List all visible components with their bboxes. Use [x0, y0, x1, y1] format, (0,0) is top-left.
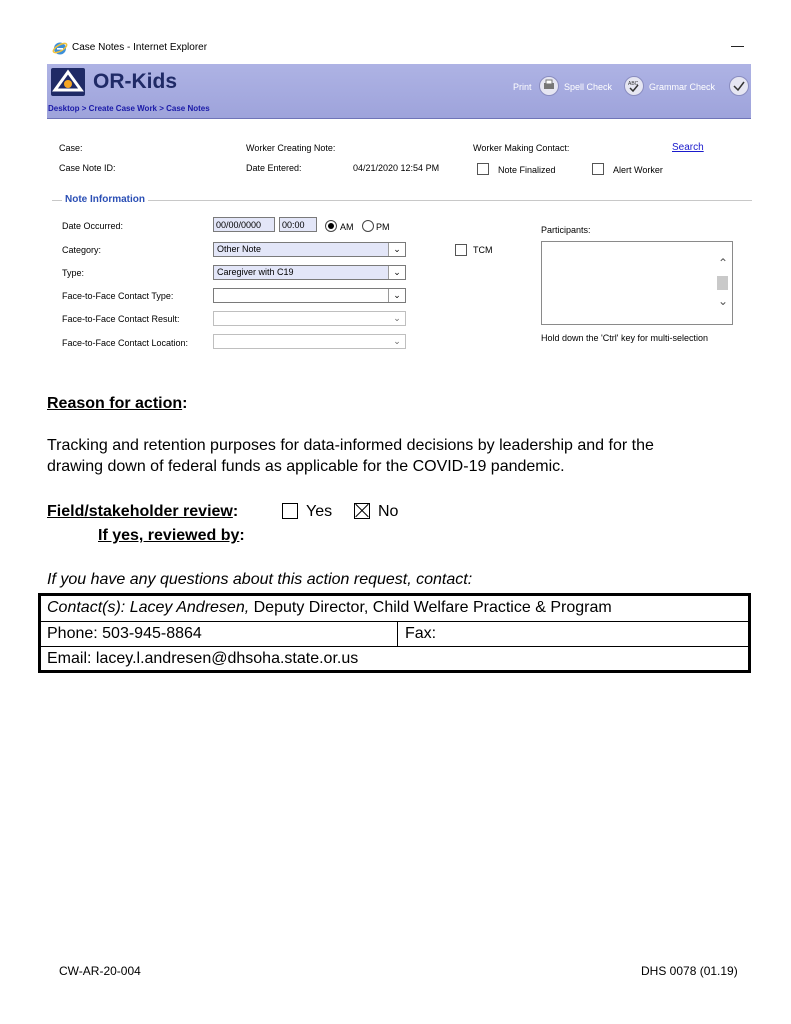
f2f-type-label: Face-to-Face Contact Type: — [62, 291, 174, 301]
participants-listbox[interactable] — [541, 241, 733, 325]
minimize-button[interactable]: — — [731, 38, 744, 53]
time-occurred-input[interactable]: 00:00 — [279, 217, 317, 232]
type-value: Caregiver with C19 — [217, 267, 294, 277]
worker-contact-label: Worker Making Contact: — [473, 143, 570, 153]
alert-worker-label: Alert Worker — [613, 165, 663, 175]
review-yes-label: Yes — [306, 503, 333, 520]
date-occurred-label: Date Occurred: — [62, 221, 124, 231]
chevron-down-icon[interactable]: ⌄ — [388, 243, 405, 256]
participants-label: Participants: — [541, 225, 591, 235]
am-label: AM — [340, 222, 354, 232]
chevron-down-icon[interactable]: ⌄ — [389, 312, 405, 325]
grammar-check-icon[interactable] — [729, 76, 749, 96]
date-entered-value: 04/21/2020 12:54 PM — [353, 163, 440, 173]
search-link[interactable]: Search — [672, 142, 704, 153]
review-no-label: No — [378, 503, 399, 520]
phone-row — [41, 622, 748, 647]
scroll-down-icon[interactable]: ⌄ — [717, 294, 728, 308]
contact-names: Contact(s): Lacey Andresen, Deputy Director, Child Welfare Practice & Program — [47, 599, 612, 616]
chevron-down-icon[interactable]: ⌄ — [389, 335, 405, 348]
participants-hint: Hold down the 'Ctrl' key for multi-selection — [541, 333, 709, 343]
email-row — [41, 647, 748, 670]
or-kids-logo-icon — [51, 68, 85, 96]
chevron-down-icon[interactable]: ⌄ — [388, 289, 405, 302]
tcm-checkbox[interactable] — [455, 244, 467, 256]
scroll-up-icon[interactable]: ⌃ — [717, 256, 728, 270]
review-heading: Field/stakeholder review: — [47, 503, 239, 520]
review-yes-checkbox[interactable] — [282, 503, 298, 519]
alert-worker-checkbox[interactable] — [592, 163, 604, 175]
case-label: Case: — [59, 143, 83, 153]
reason-line-2: drawing down of federal funds as applicable for the COVID-19 pandemic. — [47, 458, 565, 475]
pm-radio[interactable] — [362, 220, 374, 232]
grammar-check-button[interactable]: Grammar Check — [649, 82, 716, 92]
questions-line: If you have any questions about this action request, contact: — [47, 571, 473, 588]
contact-row — [41, 596, 748, 622]
email-value: Email: lacey.l.andresen@dhsoha.state.or.us — [47, 650, 359, 667]
spell-check-button[interactable]: Spell Check — [564, 82, 613, 92]
spell-check-icon[interactable] — [624, 76, 644, 96]
f2f-result-select[interactable] — [213, 311, 406, 326]
ie-icon — [52, 40, 68, 56]
type-label: Type: — [62, 268, 85, 278]
category-select[interactable] — [213, 242, 406, 257]
breadcrumb[interactable]: Desktop > Create Case Work > Case Notes — [48, 104, 210, 113]
printer-icon[interactable] — [539, 76, 559, 96]
fax-value: Fax: — [405, 625, 437, 642]
reason-heading: Reason for action: — [47, 395, 188, 412]
category-label: Category: — [62, 245, 102, 255]
am-radio-selected-dot — [328, 223, 334, 229]
f2f-result-label: Face-to-Face Contact Result: — [62, 314, 180, 324]
category-value: Other Note — [217, 244, 262, 254]
svg-text:ABC: ABC — [628, 81, 639, 87]
footer-form-id: CW-AR-20-004 — [59, 964, 141, 978]
app-banner — [47, 64, 751, 119]
f2f-type-select[interactable] — [213, 288, 406, 303]
reviewed-by-heading: If yes, reviewed by: — [98, 527, 245, 544]
note-finalized-checkbox[interactable] — [477, 163, 489, 175]
footer-form-number: DHS 0078 (01.19) — [641, 964, 738, 978]
type-select[interactable] — [213, 265, 406, 280]
am-radio[interactable] — [325, 220, 337, 232]
chevron-down-icon[interactable]: ⌄ — [388, 266, 405, 279]
contact-table — [38, 593, 751, 673]
case-note-id-label: Case Note ID: — [59, 163, 116, 173]
review-no-checkbox[interactable] — [354, 503, 370, 519]
phone-value: Phone: 503-945-8864 — [47, 625, 202, 642]
print-button[interactable]: Print — [513, 82, 532, 92]
f2f-location-select[interactable] — [213, 334, 406, 349]
reason-line-1: Tracking and retention purposes for data-informed decisions by leadership and for the — [47, 437, 654, 454]
f2f-location-label: Face-to-Face Contact Location: — [62, 338, 189, 348]
worker-creating-label: Worker Creating Note: — [246, 143, 336, 153]
pm-label: PM — [376, 222, 390, 232]
note-information-legend: Note Information — [62, 194, 148, 205]
window-title: Case Notes - Internet Explorer — [72, 42, 208, 53]
window-titlebar — [52, 40, 752, 58]
tcm-label: TCM — [473, 245, 493, 255]
cell-divider — [397, 622, 398, 646]
date-entered-label: Date Entered: — [246, 163, 302, 173]
scrollbar-thumb[interactable] — [717, 276, 728, 290]
date-occurred-input[interactable]: 00/00/0000 — [213, 217, 275, 232]
note-finalized-label: Note Finalized — [498, 165, 556, 175]
app-name: OR-Kids — [93, 70, 177, 93]
